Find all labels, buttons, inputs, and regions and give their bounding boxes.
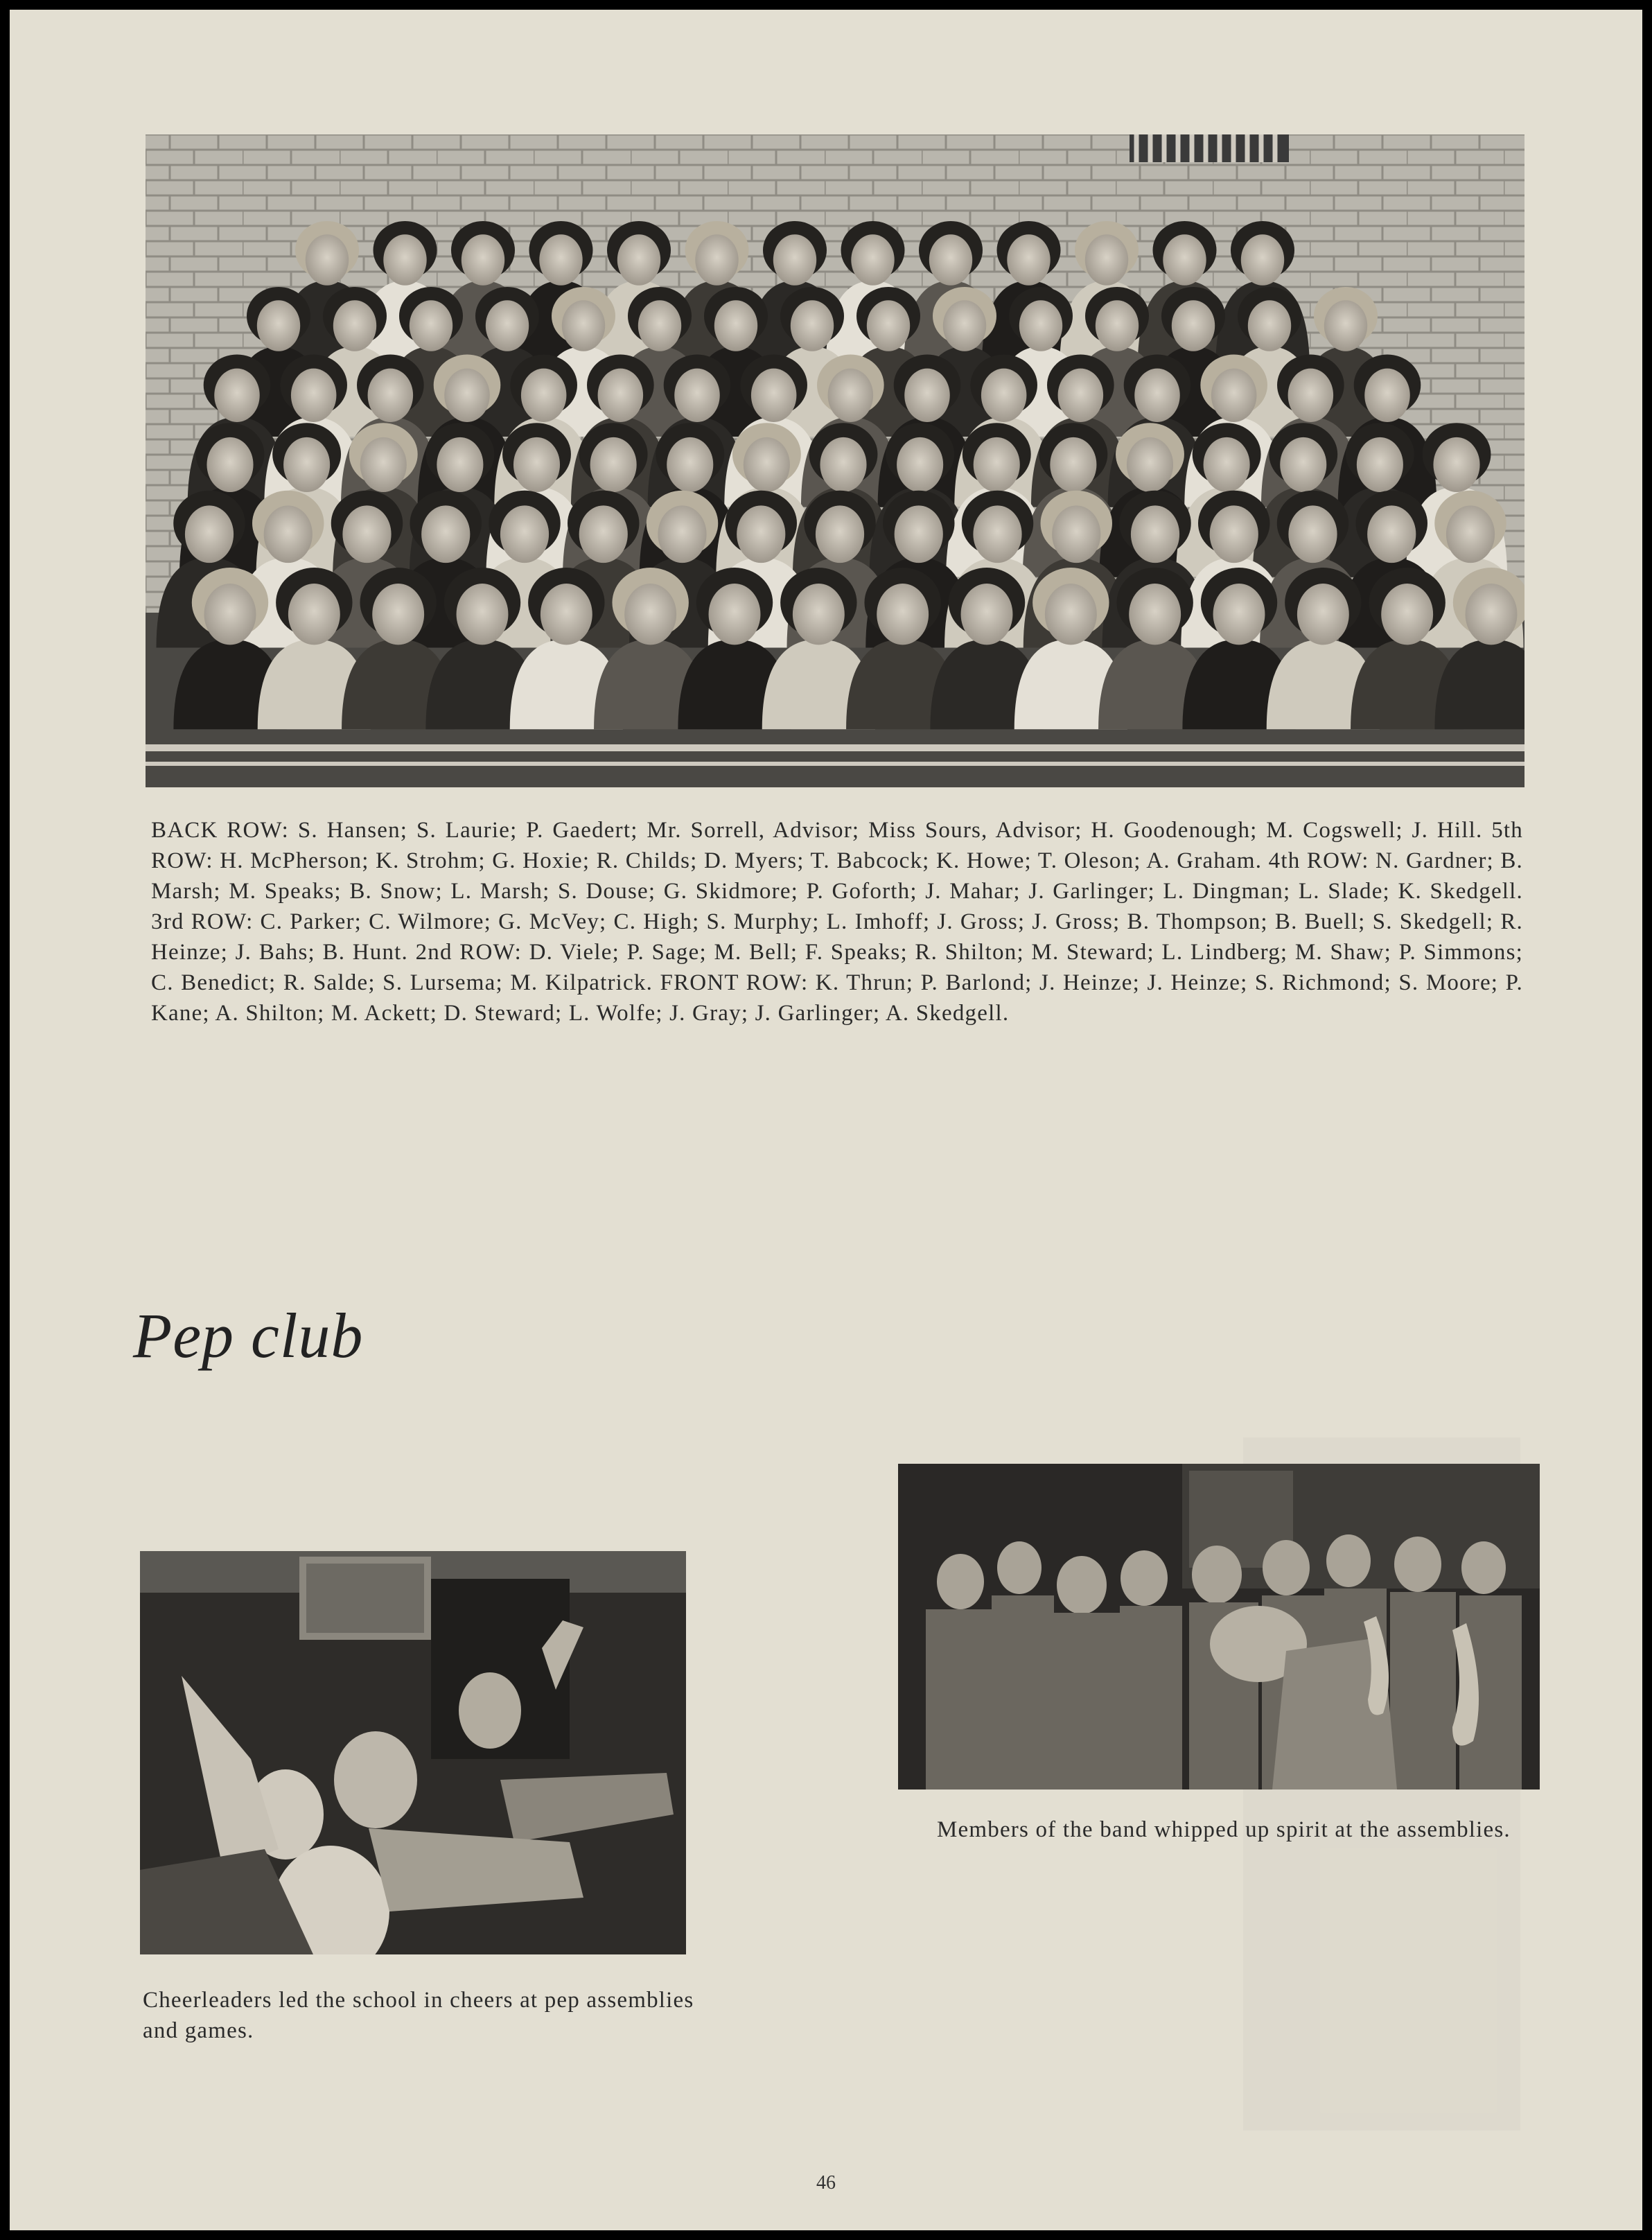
group-photo-caption: BACK ROW: S. Hansen; S. Laurie; P. Gaedert; Mr. Sorrell, Advisor; Miss Sours, Advisor; H. Goodenough; M. Cogswell; J. Hill. 5th ROW: H. McPherson; K. Strohm; G. Hoxie; R. Childs; D. Myers; T. Babcock; K. Howe; T. Oleson; A. Graham. 4th ROW: N. Gardner; B. Marsh; M. Speaks; B. Snow; L. Marsh; S. Douse; G. Skidmore; P. Goforth; J. Mahar; J. Garlinger; L. Dingman; L. Slade; K. Skedgell. 3rd ROW: C. Parker; C. Wilmore; G. McVey; C. High; S. Murphy; L. Imhoff; J. Gross; J. Gross; B. Thompson; B. Buell; S. Skedgell; R. Heinze; J. Bahs; B. Hunt. 2nd ROW: D. Viele; P. Sage; M. Bell; F. Speaks; R. Shilton; M. Steward; L. Lindberg; M. Shaw; P. Simmons; C. Benedict; R. Salde; S. Lursema; M. Kilpatrick. FRONT ROW: K. Thrun; P. Barlond; J. Heinze; J. Heinze; S. Richmond; S. Moore; P. Kane; A. Shilton; M. Ackett; D. Steward; L. Wolfe; J. Gray; J. Garlinger; A. Skedgell. bbox=[151, 818, 1523, 1026]
page-number: 46 bbox=[816, 2172, 836, 2194]
group-photo-image bbox=[146, 134, 1524, 787]
cheerleaders-caption: Cheerleaders led the school in cheers at pep assemblies and games. bbox=[143, 1988, 694, 2043]
band-photo bbox=[898, 1464, 1540, 1790]
band-photo-image bbox=[898, 1464, 1540, 1790]
yearbook-page bbox=[10, 10, 1642, 2230]
cheerleaders-photo bbox=[140, 1551, 686, 1954]
section-title: Pep club bbox=[133, 1300, 364, 1371]
group-photo bbox=[146, 134, 1524, 787]
band-caption: Members of the band whipped up spirit at the assemblies. bbox=[937, 1817, 1511, 1842]
cheerleaders-photo-image bbox=[140, 1551, 686, 1954]
